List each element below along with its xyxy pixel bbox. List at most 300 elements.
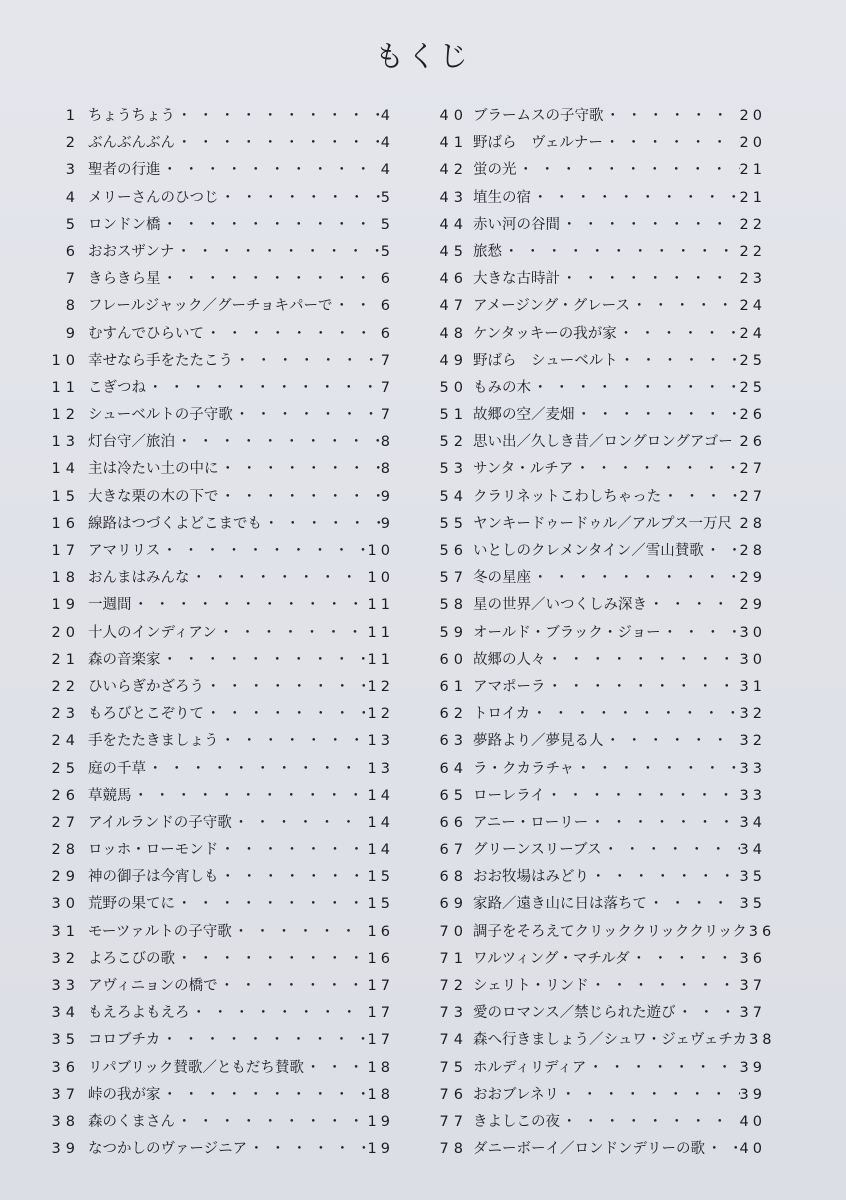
entry-title: よろこびの歌 (88, 950, 175, 967)
entry-page-number: 7 (380, 352, 394, 369)
entry-page-number: 6 (380, 325, 394, 342)
dot-leader (161, 648, 368, 669)
entry-number: 22 (51, 678, 80, 695)
dot-leader (545, 784, 740, 805)
entry-page-number: 5 (380, 243, 394, 260)
entry-page-number: 22 (739, 216, 766, 233)
entry-title: いとしのクレメンタイン／雪山賛歌 (473, 543, 704, 559)
dot-leader (560, 213, 740, 234)
entry-page-number: 22 (739, 243, 766, 260)
entry-page-number: 10 (367, 543, 394, 559)
entry-page-number: 25 (739, 379, 766, 396)
entry-number: 76 (439, 1086, 468, 1103)
toc-entry (430, 457, 766, 484)
entry-title: アイルランドの子守歌 (88, 814, 232, 831)
entry-page-number: 24 (739, 325, 766, 342)
toc-entry (46, 1137, 394, 1164)
entry-title: 幸せなら手をたたこう (88, 352, 233, 369)
entry-page-number: 5 (380, 216, 394, 233)
entry-page-number: 32 (739, 706, 766, 723)
dot-leader (204, 322, 381, 343)
toc-entry (430, 947, 766, 974)
entry-page-number: 25 (739, 352, 766, 369)
entry-page-number: 27 (739, 488, 766, 505)
toc-entry (430, 621, 766, 648)
toc-entry (46, 566, 394, 593)
entry-number: 33 (51, 978, 80, 994)
entry-page-number: 30 (739, 651, 766, 668)
entry-title: むすんでひらいて (88, 325, 204, 342)
toc-entry (430, 920, 776, 947)
dot-leader (531, 376, 740, 397)
dot-leader (604, 104, 740, 125)
entry-title: シェリト・リンド (473, 978, 589, 994)
dot-leader (630, 947, 740, 968)
dot-leader (219, 485, 381, 506)
toc-entry (430, 1083, 766, 1110)
entry-page-number: 4 (380, 162, 394, 179)
dot-leader (247, 1137, 367, 1158)
toc-entry (46, 621, 394, 648)
entry-title: 調子をそろえてクリッククリッククリック (473, 923, 747, 940)
entry-title: ワルツィング・マチルダ (473, 950, 630, 967)
toc-column-right (430, 104, 776, 1164)
entry-number: 25 (51, 760, 80, 777)
toc-entry (46, 892, 394, 919)
entry-number: 16 (51, 515, 80, 532)
dot-leader (589, 974, 740, 995)
toc-entry (430, 1137, 766, 1164)
entry-page-number: 12 (367, 678, 394, 695)
dot-leader (560, 1110, 740, 1131)
toc-entry (46, 675, 394, 702)
dot-leader (132, 593, 368, 614)
entry-number: 65 (439, 787, 468, 804)
entry-title: サンタ・ルチア (473, 461, 574, 478)
entry-page-number: 21 (739, 162, 766, 179)
entry-number: 39 (51, 1141, 80, 1158)
toc-entry (46, 457, 394, 484)
toc-entry (46, 376, 394, 403)
entry-number: 54 (439, 488, 468, 505)
toc-entry (46, 1028, 394, 1055)
entry-page-number: 19 (367, 1113, 394, 1130)
entry-number: 34 (51, 1005, 80, 1022)
entry-page-number: 11 (367, 651, 394, 668)
toc-entry (46, 131, 394, 158)
entry-page-number: 15 (367, 896, 394, 913)
entry-page-number: 19 (367, 1141, 394, 1158)
entry-title: 線路はつづくよどこまでも (88, 515, 262, 532)
toc-entry (46, 349, 394, 376)
entry-number: 58 (439, 597, 468, 614)
entry-title: アマリリス (88, 543, 161, 559)
entry-number: 38 (51, 1113, 80, 1130)
entry-title: 故郷の空／麦畑 (473, 407, 575, 424)
dot-leader (233, 349, 381, 370)
entry-title: おお牧場はみどり (473, 869, 589, 886)
entry-title: ひいらぎかざろう (88, 678, 204, 695)
entry-title: 十人のインディアン (88, 624, 217, 641)
dot-leader (589, 865, 740, 886)
entry-title: 冬の星座 (473, 570, 531, 587)
dot-leader (630, 294, 740, 315)
toc-entry (430, 566, 766, 593)
entry-title: 草競馬 (88, 787, 132, 804)
entry-number: 70 (439, 923, 468, 940)
entry-page-number: 8 (380, 434, 394, 451)
entry-title: コロブチカ (88, 1032, 161, 1049)
entry-title: ラ・クカラチャ (473, 760, 575, 777)
dot-leader (661, 485, 739, 506)
dot-leader (175, 1110, 368, 1131)
entry-number: 21 (51, 651, 80, 668)
entry-title: 一週間 (88, 597, 132, 614)
dot-leader (174, 240, 380, 261)
entry-page-number: 36 (739, 950, 766, 967)
entry-number: 12 (51, 407, 80, 424)
toc-entry (430, 838, 766, 865)
entry-page-number: 4 (380, 135, 394, 152)
entry-page-number: 23 (739, 271, 766, 288)
entry-title: ホルディリディア (473, 1059, 587, 1076)
dot-leader (502, 240, 740, 261)
entry-page-number: 33 (739, 760, 766, 777)
toc-entry (46, 811, 394, 838)
entry-title: 主は冷たい土の中に (88, 461, 219, 478)
entry-number: 43 (439, 189, 468, 206)
toc-entry (430, 158, 766, 185)
toc-entry (46, 920, 394, 947)
entry-page-number: 34 (739, 842, 766, 859)
entry-number: 3 (65, 162, 80, 179)
toc-entry (46, 213, 394, 240)
entry-number: 15 (51, 488, 80, 505)
entry-title: ぶんぶんぶん (88, 135, 175, 152)
entry-page-number: 39 (739, 1086, 766, 1103)
toc-entry (46, 322, 394, 349)
entry-number: 30 (51, 896, 80, 913)
entry-title: 手をたたきましょう (88, 733, 219, 750)
entry-title: トロイカ (473, 706, 531, 723)
entry-page-number: 13 (367, 733, 394, 750)
toc-entry (430, 811, 766, 838)
dot-leader (733, 430, 740, 451)
entry-title: 神の御子は今宵しも (88, 869, 219, 886)
toc-entry (430, 757, 766, 784)
entry-number: 75 (439, 1059, 468, 1076)
toc-entry (430, 702, 766, 729)
entry-page-number: 40 (739, 1113, 766, 1130)
entry-page-number: 27 (739, 461, 766, 478)
toc-entry (430, 322, 766, 349)
entry-page-number: 11 (367, 597, 394, 614)
toc-entry (430, 349, 766, 376)
dot-leader (161, 267, 381, 288)
toc-entry (430, 974, 766, 1001)
toc-entry (430, 892, 766, 919)
entry-number: 62 (439, 706, 468, 723)
toc-entry (430, 675, 766, 702)
dot-leader (603, 131, 740, 152)
entry-number: 53 (439, 461, 468, 478)
entry-number: 71 (439, 950, 468, 967)
toc-entry (46, 729, 394, 756)
entry-title: もえろよもえろ (88, 1005, 190, 1022)
toc-entry (46, 186, 394, 213)
page-title: もくじ (374, 39, 471, 73)
toc-entry (430, 648, 766, 675)
entry-title: 大きな栗の木の下で (88, 488, 219, 505)
entry-number: 40 (439, 108, 468, 124)
entry-page-number: 10 (367, 570, 394, 587)
dot-leader (647, 593, 740, 614)
toc-entry (430, 729, 766, 756)
entry-title: オールド・ブラック・ジョー (473, 624, 661, 641)
entry-page-number: 9 (380, 515, 394, 532)
entry-title: ロッホ・ローモンド (88, 842, 219, 859)
dot-leader (146, 757, 368, 778)
entry-page-number: 39 (739, 1059, 766, 1076)
toc-entry (46, 865, 394, 892)
dot-leader (132, 784, 368, 805)
entry-number: 61 (439, 678, 468, 695)
toc-entry (430, 213, 766, 240)
dot-leader (219, 457, 381, 478)
entry-page-number: 16 (367, 950, 394, 967)
entry-number: 6 (65, 243, 80, 260)
entry-page-number: 31 (739, 678, 766, 695)
entry-page-number: 38 (749, 1032, 776, 1049)
dot-leader (219, 865, 368, 886)
toc-entry (430, 430, 766, 457)
entry-title: 星の世界／いつくしみ深き (473, 597, 647, 614)
entry-page-number: 33 (739, 787, 766, 804)
dot-leader (705, 1137, 740, 1158)
entry-number: 4 (65, 189, 80, 206)
dot-leader (559, 1083, 740, 1104)
entry-page-number: 12 (367, 706, 394, 723)
entry-title: ダニーボーイ／ロンドンデリーの歌 (473, 1141, 705, 1158)
toc-entry (430, 539, 766, 566)
entry-page-number: 6 (380, 271, 394, 288)
toc-entry (46, 1001, 394, 1028)
dot-leader (604, 729, 740, 750)
dot-leader (546, 675, 740, 696)
entry-title: 夢路より／夢見る人 (473, 733, 604, 750)
dot-leader (218, 974, 368, 995)
entry-page-number: 36 (748, 923, 776, 940)
toc-column-left (46, 104, 394, 1164)
toc-entry (430, 865, 766, 892)
entry-page-number: 6 (380, 298, 394, 315)
entry-page-number: 5 (380, 189, 394, 206)
entry-number: 77 (439, 1113, 468, 1130)
dot-leader (175, 104, 381, 125)
entry-page-number: 4 (380, 108, 394, 124)
entry-number: 42 (439, 162, 468, 179)
entry-number: 56 (439, 543, 468, 559)
entry-title: シューベルトの子守歌 (88, 407, 233, 424)
toc-entry (46, 267, 394, 294)
dot-leader (531, 566, 740, 587)
dot-leader (588, 811, 739, 832)
entry-title: 家路／遠き山に日は落ちて (473, 896, 647, 913)
entry-page-number: 17 (367, 1005, 394, 1022)
entry-number: 55 (439, 515, 468, 532)
dot-leader (574, 757, 739, 778)
entry-title: メリーさんのひつじ (88, 189, 219, 206)
dot-leader (517, 158, 740, 179)
dot-leader (233, 403, 381, 424)
toc-entry (46, 539, 394, 566)
entry-number: 13 (51, 434, 80, 451)
entry-number: 5 (65, 216, 80, 233)
dot-leader (333, 294, 381, 315)
entry-number: 50 (439, 379, 468, 396)
toc-entry (46, 648, 394, 675)
entry-title: フレールジャック／グーチョキパーで (88, 298, 333, 315)
entry-page-number: 24 (739, 298, 766, 315)
dot-leader (204, 675, 368, 696)
dot-leader (618, 349, 740, 370)
entry-title: アニー・ローリー (473, 814, 589, 831)
dot-leader (704, 539, 740, 560)
dot-leader (617, 322, 740, 343)
entry-number: 32 (51, 950, 80, 967)
entry-title: おんまはみんな (88, 570, 190, 587)
entry-title: きよしこの夜 (473, 1113, 560, 1130)
dot-leader (219, 186, 381, 207)
dot-leader (175, 430, 381, 451)
entry-title: リパブリック賛歌／ともだち賛歌 (88, 1059, 304, 1076)
entry-title: 森の音楽家 (88, 651, 161, 668)
entry-page-number: 14 (367, 842, 394, 859)
toc-entry (430, 240, 766, 267)
entry-title: ローレライ (473, 787, 545, 804)
toc-entry (430, 1056, 766, 1083)
entry-number: 20 (51, 624, 80, 641)
entry-page-number: 21 (739, 189, 766, 206)
toc-entry (46, 158, 394, 185)
entry-title: ヤンキードゥードゥル／アルプス一万尺 (473, 515, 732, 532)
entry-number: 59 (439, 624, 468, 641)
dot-leader (175, 892, 368, 913)
entry-title: 峠の我が家 (88, 1086, 161, 1103)
toc-entry (46, 430, 394, 457)
dot-leader (531, 186, 740, 207)
entry-page-number: 13 (367, 760, 394, 777)
entry-number: 63 (439, 733, 468, 750)
entry-number: 17 (51, 543, 80, 559)
toc-entry (46, 1110, 394, 1137)
toc-entry (46, 947, 394, 974)
entry-title: ブラームスの子守歌 (473, 108, 604, 124)
dot-leader (573, 457, 739, 478)
entry-page-number: 26 (739, 434, 766, 451)
toc-entry (46, 512, 394, 539)
dot-leader (160, 1028, 367, 1049)
entry-page-number: 15 (367, 869, 394, 886)
entry-number: 66 (439, 814, 468, 831)
entry-page-number: 16 (367, 923, 394, 940)
entry-page-number: 37 (739, 1005, 766, 1022)
entry-number: 24 (51, 733, 80, 750)
entry-title: ちょうちょう (88, 108, 175, 124)
entry-number: 9 (65, 325, 80, 342)
dot-leader (676, 1001, 740, 1022)
entry-number: 67 (439, 842, 468, 859)
entry-number: 37 (51, 1086, 80, 1103)
dot-leader (232, 811, 368, 832)
entry-page-number: 37 (739, 978, 766, 994)
entry-number: 45 (439, 243, 468, 260)
entry-title: モーツァルトの子守歌 (88, 923, 232, 940)
entry-title: なつかしのヴァージニア (88, 1141, 248, 1158)
toc-entry (430, 593, 766, 620)
entry-page-number: 29 (739, 570, 766, 587)
entry-page-number: 20 (739, 135, 766, 152)
entry-page-number: 7 (380, 379, 394, 396)
toc-entry (430, 512, 766, 539)
dot-leader (146, 376, 381, 397)
entry-number: 52 (439, 434, 468, 451)
entry-page-number: 29 (739, 597, 766, 614)
toc-entry (430, 1028, 776, 1055)
entry-title: おおスザンナ (88, 243, 175, 260)
toc-entry (46, 294, 394, 321)
toc-entry (46, 403, 394, 430)
toc-entry (46, 485, 394, 512)
entry-title: 故郷の人々 (473, 651, 546, 668)
entry-title: アマポーラ (473, 678, 546, 695)
dot-leader (647, 892, 740, 913)
entry-page-number: 14 (367, 814, 394, 831)
dot-leader (175, 947, 368, 968)
entry-number: 46 (439, 271, 468, 288)
toc-entry (430, 1001, 766, 1028)
entry-page-number: 8 (380, 461, 394, 478)
entry-title: 荒野の果てに (88, 896, 175, 913)
entry-page-number: 26 (739, 407, 766, 424)
entry-title: おおブレネリ (473, 1086, 559, 1103)
entry-number: 44 (439, 216, 468, 233)
dot-leader (217, 621, 368, 642)
toc-entry (46, 240, 394, 267)
entry-title: 灯台守／旅泊 (88, 434, 175, 451)
entry-page-number: 28 (739, 543, 766, 559)
entry-title: 聖者の行進 (88, 162, 161, 179)
entry-number: 69 (439, 896, 468, 913)
entry-title: 野ばら ヴェルナー (473, 135, 603, 152)
toc-entry (46, 593, 394, 620)
entry-number: 36 (51, 1059, 80, 1076)
entry-number: 2 (65, 135, 80, 152)
dot-leader (161, 1083, 368, 1104)
dot-leader (175, 131, 381, 152)
entry-title: グリーンスリーブス (473, 842, 602, 859)
entry-number: 48 (439, 325, 468, 342)
entry-number: 11 (51, 379, 80, 396)
entry-title: 思い出／久しき昔／ロングロングアゴー (473, 434, 733, 451)
entry-page-number: 28 (739, 515, 766, 532)
entry-title: 愛のロマンス／禁じられた遊び (473, 1005, 676, 1022)
entry-page-number: 7 (380, 407, 394, 424)
dot-leader (262, 512, 381, 533)
toc-entry (46, 757, 394, 784)
entry-title: 旅愁 (473, 243, 502, 260)
entry-title: 赤い河の谷間 (473, 216, 560, 233)
